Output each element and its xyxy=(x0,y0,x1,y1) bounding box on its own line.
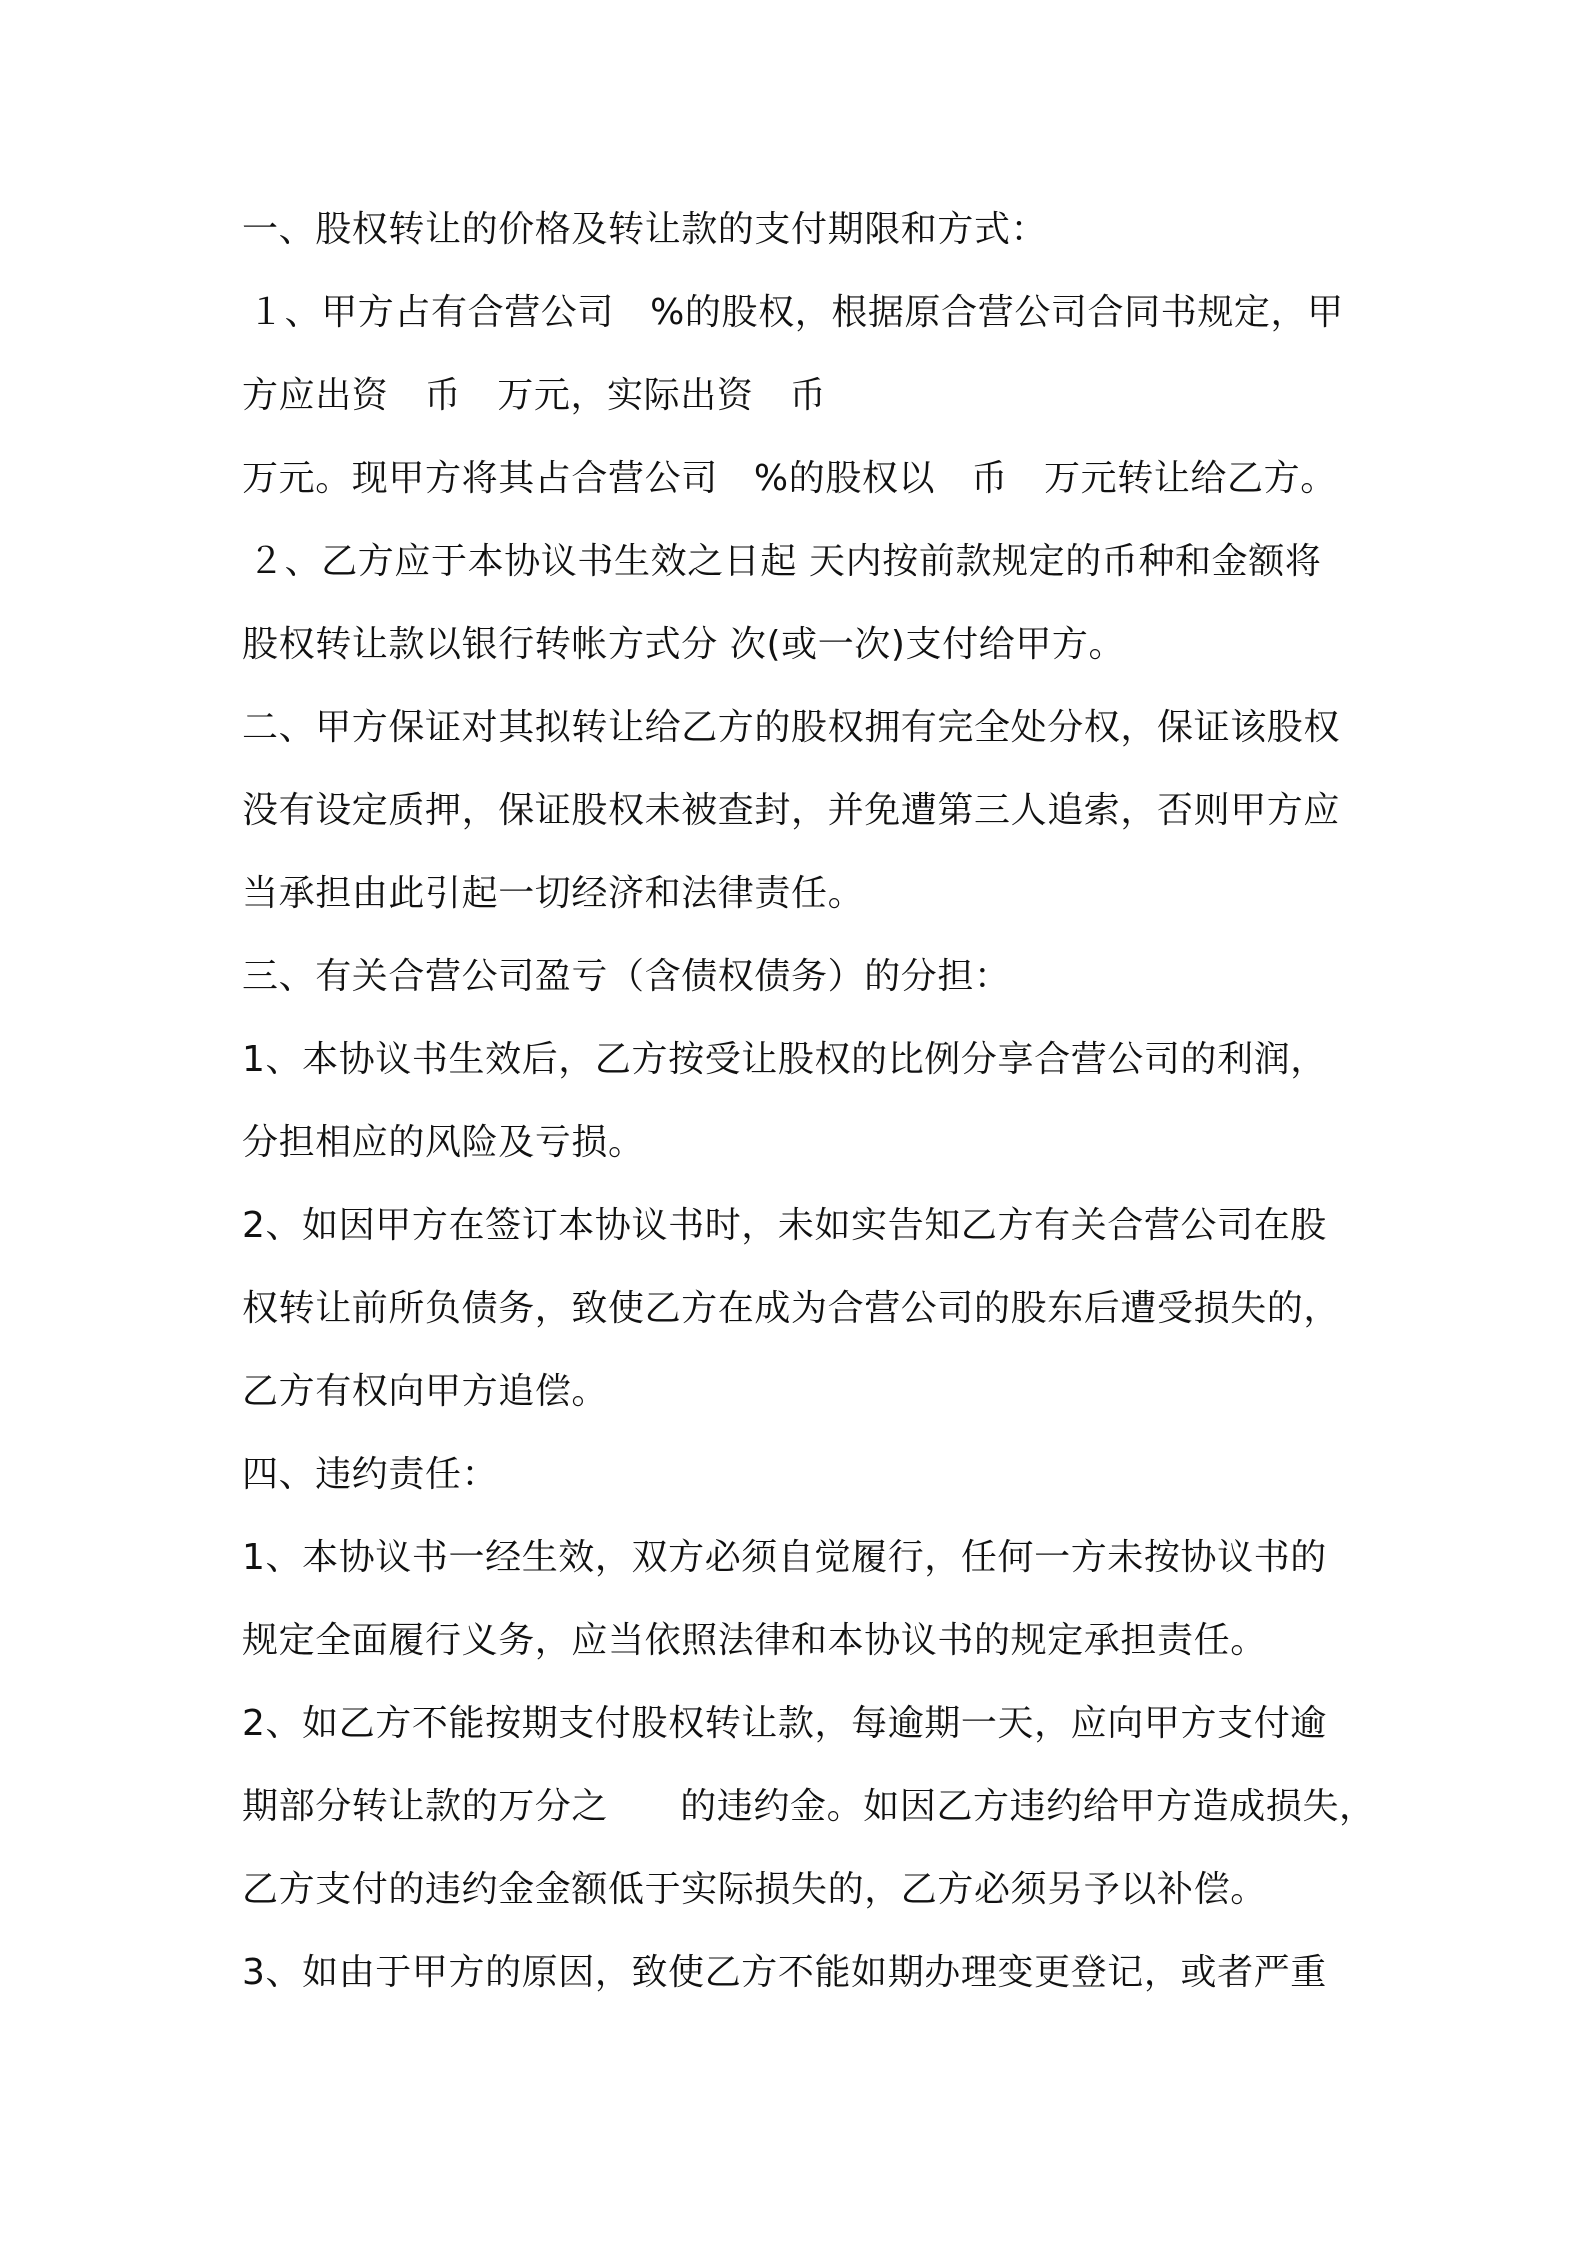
clause-3-2-line-1: 2、如因甲方在签订本协议书时，未如实告知乙方有关合营公司在股 xyxy=(242,1205,1327,1246)
clause-4-3-line-1: 3、如由于甲方的原因，致使乙方不能如期办理变更登记，或者严重 xyxy=(242,1952,1327,1993)
clause-3-1-line-2: 分担相应的风险及亏损。 xyxy=(242,1122,645,1163)
section-2-line-1: 二、甲方保证对其拟转让给乙方的股权拥有完全处分权，保证该股权 xyxy=(242,707,1341,748)
clause-1-2-line-1: ２、乙方应于本协议书生效之日起 天内按前款规定的币种和金额将 xyxy=(248,541,1322,582)
clause-4-1-line-1: 1、本协议书一经生效，双方必须自觉履行，任何一方未按协议书的 xyxy=(242,1537,1327,1578)
section-2-line-3: 当承担由此引起一切经济和法律责任。 xyxy=(242,873,865,914)
section-heading-1: 一、股权转让的价格及转让款的支付期限和方式： xyxy=(242,209,1048,250)
clause-1-1-line-1: １、甲方占有合营公司 %的股权，根据原合营公司合同书规定，甲 xyxy=(248,292,1344,333)
section-heading-3: 三、有关合营公司盈亏（含债权债务）的分担： xyxy=(242,956,1011,997)
clause-1-1-line-2: 方应出资 币 万元，实际出资 币 xyxy=(242,375,827,416)
clause-1-1-line-3: 万元。现甲方将其占合营公司 %的股权以 币 万元转让给乙方。 xyxy=(242,458,1337,499)
clause-4-1-line-2: 规定全面履行义务，应当依照法律和本协议书的规定承担责任。 xyxy=(242,1620,1267,1661)
clause-4-2-line-1: 2、如乙方不能按期支付股权转让款，每逾期一天，应向甲方支付逾 xyxy=(242,1703,1327,1744)
clause-3-2-line-2: 权转让前所负债务，致使乙方在成为合营公司的股东后遭受损失的， xyxy=(242,1288,1341,1329)
clause-3-2-line-3: 乙方有权向甲方追偿。 xyxy=(242,1371,609,1412)
section-heading-4: 四、违约责任： xyxy=(242,1454,499,1495)
clause-4-2-line-2: 期部分转让款的万分之 的违约金。如因乙方违约给甲方造成损失， xyxy=(242,1786,1376,1827)
clause-3-1-line-1: 1、本协议书生效后，乙方按受让股权的比例分享合营公司的利润， xyxy=(242,1039,1327,1080)
section-2-line-2: 没有设定质押，保证股权未被查封，并免遭第三人追索，否则甲方应 xyxy=(242,790,1341,831)
clause-1-2-line-2: 股权转让款以银行转帐方式分 次(或一次)支付给甲方。 xyxy=(242,624,1126,665)
clause-4-2-line-3: 乙方支付的违约金金额低于实际损失的，乙方必须另予以补偿。 xyxy=(242,1869,1267,1910)
